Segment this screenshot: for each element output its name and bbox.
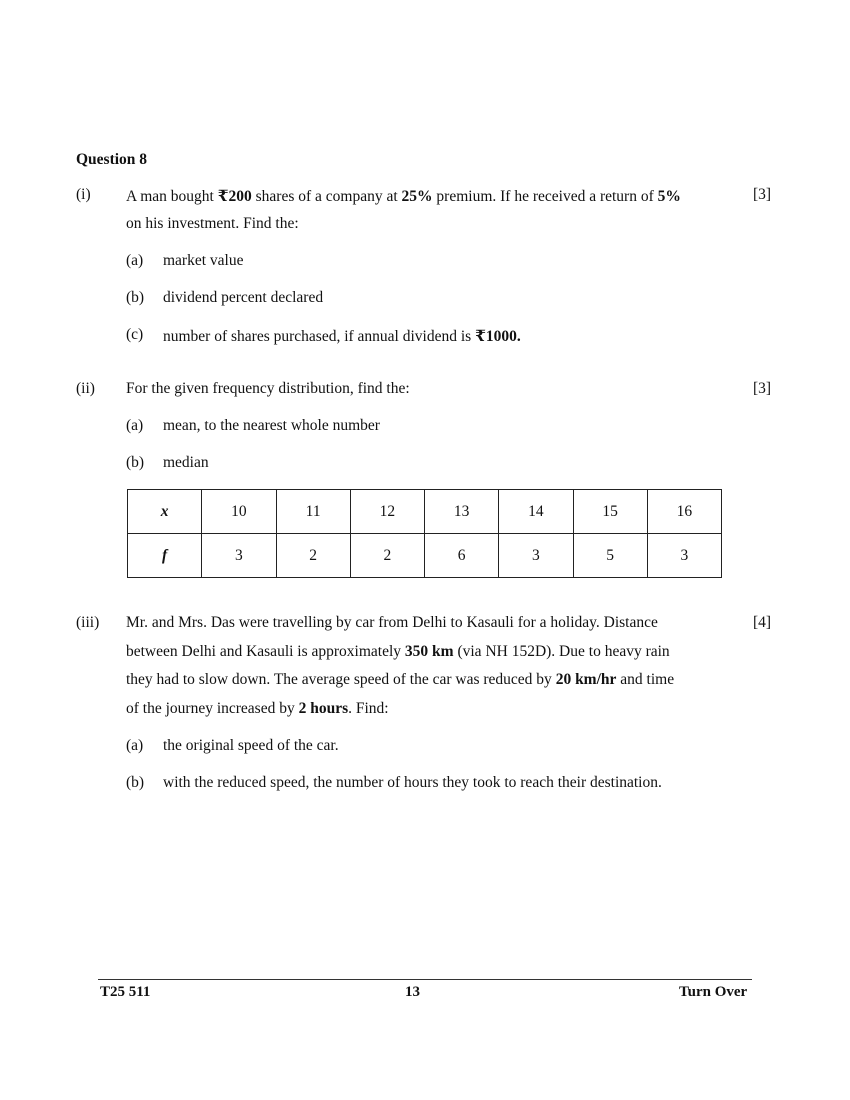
part-iii-sub-b-text: with the reduced speed, the number of hours they took to reach their destination.	[163, 774, 662, 791]
part-i-sub-c-label: (c)	[126, 326, 144, 343]
part-i-line-2: on his investment. Find the:	[126, 215, 299, 232]
page-number: 13	[405, 984, 420, 1000]
turn-over: Turn Over	[679, 984, 748, 1000]
part-iii-line-1: Mr. and Mrs. Das were travelling by car from Delhi to Kasauli for a holiday. Distance	[126, 614, 658, 631]
part-i-sub-a-label: (a)	[126, 252, 144, 269]
part-iii-line-3: they had to slow down. The average speed of the car was reduced by 20 km/hr and time	[126, 671, 675, 688]
footer-rule	[98, 979, 752, 980]
part-i-number: (i)	[76, 186, 91, 203]
part-ii-sub-b-text: median	[163, 454, 209, 471]
table-cell: 11	[276, 490, 350, 534]
table-cell: 13	[425, 490, 499, 534]
question-title: Question 8	[76, 151, 148, 168]
table-header-x: x	[128, 490, 202, 534]
table-cell: 15	[573, 490, 647, 534]
part-i-line-1: A man bought ₹200 shares of a company at 25% premium. If he received a return of 5%	[126, 188, 681, 205]
part-i-marks: [3]	[753, 186, 772, 203]
table-row-x	[128, 490, 722, 534]
table-cell: 12	[350, 490, 424, 534]
table-cell: 14	[499, 490, 573, 534]
part-ii-line-1: For the given frequency distribution, find the:	[126, 380, 410, 397]
part-i-sub-b-label: (b)	[126, 289, 145, 306]
part-i-sub-a-text: market value	[163, 252, 244, 269]
table-cell: 3	[202, 534, 276, 578]
table-cell: 2	[276, 534, 350, 578]
part-iii-sub-a-label: (a)	[126, 737, 144, 754]
table-cell: 10	[202, 490, 276, 534]
part-iii-line-4: of the journey increased by 2 hours. Find:	[126, 700, 389, 717]
footer-code: T25 511	[100, 984, 151, 1000]
part-ii-number: (ii)	[76, 380, 95, 397]
table-cell: 5	[573, 534, 647, 578]
part-iii-number: (iii)	[76, 614, 100, 631]
part-ii-sub-b-label: (b)	[126, 454, 145, 471]
table-header-f: f	[128, 534, 202, 578]
part-ii-sub-a-text: mean, to the nearest whole number	[163, 417, 380, 434]
part-ii-sub-a-label: (a)	[126, 417, 144, 434]
part-i-sub-c-text: number of shares purchased, if annual dividend is ₹1000.	[163, 328, 521, 345]
part-iii-marks: [4]	[753, 614, 772, 631]
part-ii-marks: [3]	[753, 380, 772, 397]
part-i-sub-b-text: dividend percent declared	[163, 289, 324, 306]
table-cell: 3	[499, 534, 573, 578]
table-cell: 16	[647, 490, 721, 534]
table-cell: 2	[350, 534, 424, 578]
part-iii-line-2: between Delhi and Kasauli is approximately 350 km (via NH 152D). Due to heavy rain	[126, 643, 670, 660]
frequency-table	[127, 489, 722, 578]
table-cell: 6	[425, 534, 499, 578]
part-iii-sub-b-label: (b)	[126, 774, 145, 791]
table-cell: 3	[647, 534, 721, 578]
part-iii-sub-a-text: the original speed of the car.	[163, 737, 339, 754]
table-row-f	[128, 534, 722, 578]
